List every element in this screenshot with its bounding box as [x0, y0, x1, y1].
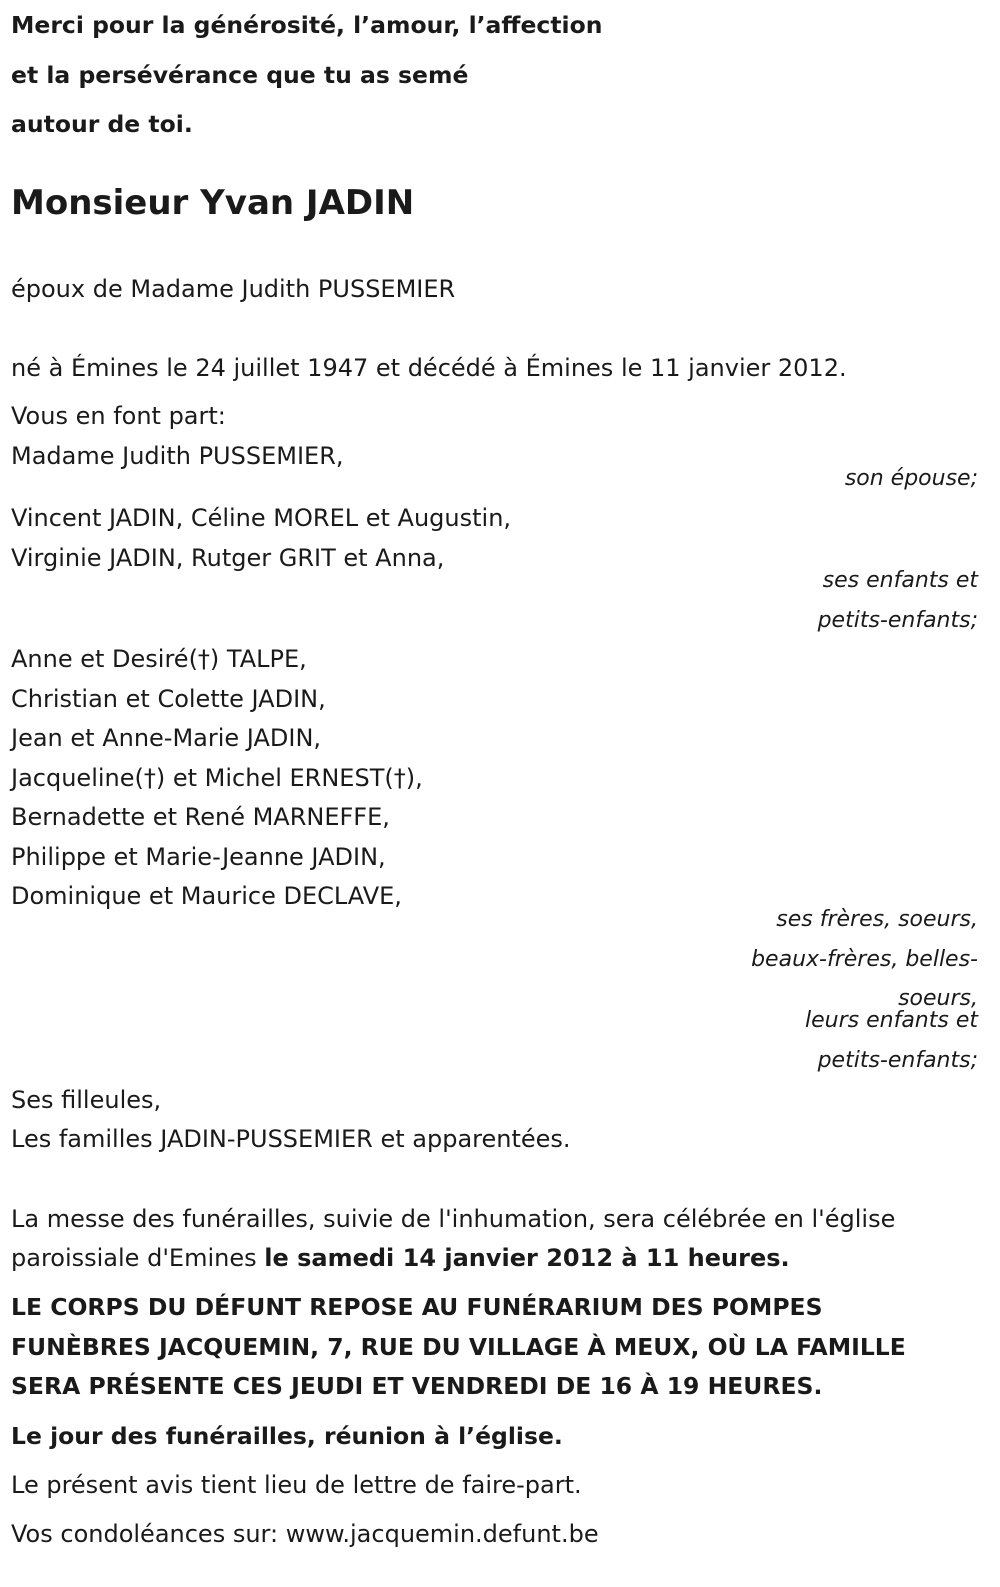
intro-line: autour de toi.: [11, 110, 193, 138]
family-role: ses frères, soeurs,: [776, 907, 978, 932]
family-role: petits-enfants;: [817, 608, 978, 633]
family-role: petits-enfants;: [817, 1048, 978, 1073]
family-name-line: Jean et Anne-Marie JADIN,: [11, 724, 322, 752]
deceased-name: Monsieur Yvan JADIN: [11, 183, 415, 223]
family-name-line: Philippe et Marie-Jeanne JADIN,: [11, 843, 386, 871]
family-role: leurs enfants et: [805, 1008, 978, 1033]
birth-death-line: né à Émines le 24 juillet 1947 et décédé à Émines le 11 janvier 2012.: [11, 354, 847, 382]
family-name-line: Jacqueline(†) et Michel ERNEST(†),: [11, 764, 423, 792]
others-line: Les familles JADIN-PUSSEMIER et apparentées.: [11, 1125, 571, 1153]
family-role: soeurs,: [898, 986, 978, 1011]
family-name-line: Bernadette et René MARNEFFE,: [11, 803, 390, 831]
funerarium-line: SERA PRÉSENTE CES JEUDI ET VENDREDI DE 16 À 19 HEURES.: [11, 1372, 823, 1400]
family-role: beaux-frères, belles-: [751, 947, 978, 972]
family-name-line: Madame Judith PUSSEMIER,: [11, 442, 344, 470]
family-name-line: Virginie JADIN, Rutger GRIT et Anna,: [11, 544, 445, 572]
family-role: son épouse;: [844, 466, 978, 491]
family-name-line: Vincent JADIN, Céline MOREL et Augustin,: [11, 504, 512, 532]
others-line: Ses filleules,: [11, 1086, 162, 1114]
funeral-line: La messe des funérailles, suivie de l'inhumation, sera célébrée en l'église: [11, 1205, 896, 1233]
spouse-line: époux de Madame Judith PUSSEMIER: [11, 275, 456, 303]
funeral-line: [11, 1238, 790, 1278]
funerarium-line: LE CORPS DU DÉFUNT REPOSE AU FUNÉRARIUM DES POMPES: [11, 1293, 823, 1321]
announce-label: Vous en font part:: [11, 402, 226, 430]
intro-line: Merci pour la générosité, l’amour, l’affection: [11, 11, 603, 39]
funerarium-line: FUNÈBRES JACQUEMIN, 7, RUE DU VILLAGE À MEUX, OÙ LA FAMILLE: [11, 1333, 906, 1361]
family-name-line: Anne et Desiré(†) TALPE,: [11, 645, 307, 673]
family-role: ses enfants et: [822, 568, 978, 593]
funeral-text: paroissiale d'Emines: [11, 1244, 265, 1272]
funeral-date: le samedi 14 janvier 2012 à 11 heures.: [264, 1244, 790, 1272]
family-name-line: Christian et Colette JADIN,: [11, 685, 326, 713]
meeting-line: Le jour des funérailles, réunion à l’église.: [11, 1422, 563, 1450]
notice-line: Le présent avis tient lieu de lettre de faire-part.: [11, 1471, 582, 1499]
condolences-line: Vos condoléances sur: www.jacquemin.defunt.be: [11, 1520, 599, 1548]
family-name-line: Dominique et Maurice DECLAVE,: [11, 882, 402, 910]
intro-line: et la persévérance que tu as semé: [11, 61, 469, 89]
